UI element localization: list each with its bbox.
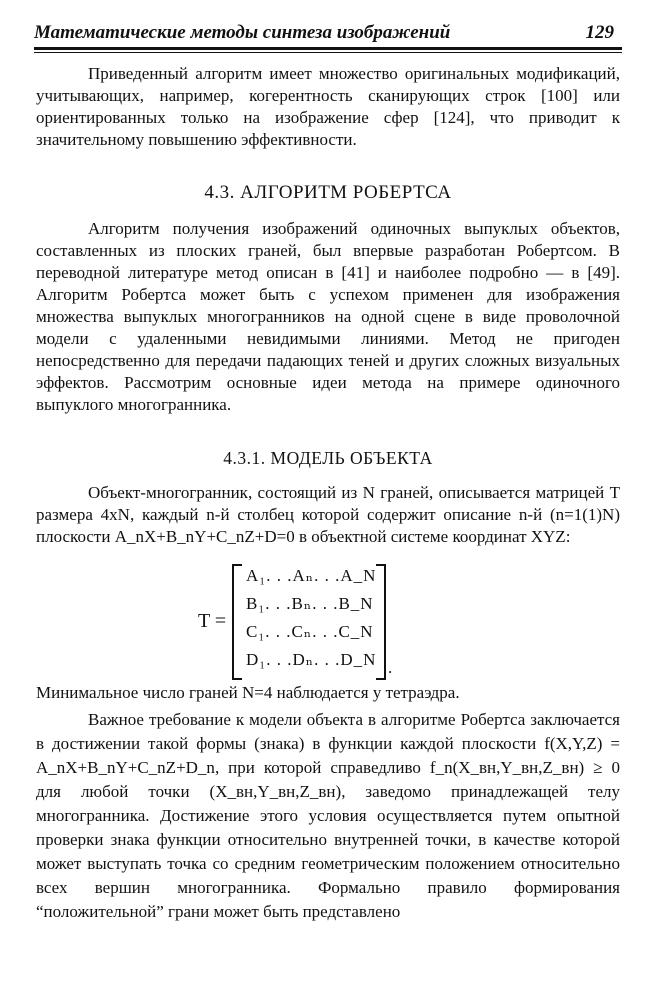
running-title: Математические методы синтеза изображений xyxy=(34,22,451,43)
matrix-period: . xyxy=(388,658,393,677)
model-paragraph xyxy=(36,482,620,548)
req-text-2: , при которой справедливо xyxy=(214,758,421,777)
req-text-1: Важное требование к модели объекта в алгоритме Робертса заключается в достижении такой формы (знака) в функции каждой плоскости xyxy=(36,710,620,753)
min-faces-paragraph xyxy=(36,682,620,704)
matrix-label: T = xyxy=(198,610,227,632)
header-rule-thick xyxy=(34,47,622,50)
req-text-3: для любой точки xyxy=(36,782,190,801)
running-header xyxy=(34,20,624,46)
model-text: Объект-многогранник, состоящий из N граней, описывается матрицей T размера 4xN, каждый n-й столбец которой содержит описание n-й (n=1(1)N) плоскости xyxy=(36,483,620,546)
right-bracket xyxy=(376,564,386,680)
section-title: 4.3. АЛГОРИТМ РОБЕРТСА xyxy=(204,182,452,203)
matrix-row-c: C₁. . .Cₙ. . .C_N xyxy=(246,622,374,641)
inequality: f_n(X_вн,Y_вн,Z_вн) ≥ 0 xyxy=(429,758,621,777)
matrix-row-d: D₁. . .Dₙ. . .D_N xyxy=(246,650,377,669)
plane-equation: A_nX+B_nY+C_nZ+D=0 xyxy=(114,527,295,546)
matrix-T xyxy=(198,562,418,682)
requirement-paragraph xyxy=(36,708,620,924)
interior-point: (X_вн,Y_вн,Z_вн) xyxy=(209,782,342,801)
header-rule-thin xyxy=(34,52,622,53)
min-faces-text: Минимальное число граней N=4 наблюдается у тетраэдра. xyxy=(36,683,460,702)
matrix-row-a: A₁. . .Aₙ. . .A_N xyxy=(246,566,377,585)
subsection-title: 4.3.1. МОДЕЛЬ ОБЪЕКТА xyxy=(223,448,433,468)
intro-text: Приведенный алгоритм имеет множество оригинальных модификаций, учитывающих, например, когерентность сканирующих строк [100] или ориентированных только на изображение сфер [124], что приводит к значительному повышению эффективности. xyxy=(36,64,620,149)
model-text-end: в объектной системе координат XYZ: xyxy=(298,527,571,546)
req-text-4: , заведомо принадлежащей телу многогранника. Достижение этого условия осуществляется путем опытной проверки знака функции относительно внутренней точки, в качестве которой может выступать точка со средним геометрическим положением относительно всех вершин многогранника. Формально правило формирования “положительной” грани может быть представлено xyxy=(36,782,621,921)
section-text: Алгоритм получения изображений одиночных выпуклых объектов, составленных из плоских граней, был впервые разработан Робертсом. В переводной литературе метод описан в [41] и наиболее подробно — в [49]. Алгоритм Робертса может быть с успехом применен для изображения множества выпуклых многогранников на одной сцене в виде проволочной модели с удаленными невидимыми линиями. Метод не пригоден непосредственно для передачи падающих теней и других сложных визуальных эффектов. Рассмотрим основные идеи метода на примере одиночного выпуклого многогранника. xyxy=(36,219,620,414)
intro-paragraph xyxy=(36,63,620,151)
plane-function: f(X,Y,Z) = A_nX+B_nY+C_nZ+D_n xyxy=(36,734,621,777)
left-bracket xyxy=(232,564,242,680)
section-paragraph xyxy=(36,218,620,416)
matrix-row-b: B₁. . .Bₙ. . .B_N xyxy=(246,594,374,613)
page-number: 129 xyxy=(585,22,614,43)
